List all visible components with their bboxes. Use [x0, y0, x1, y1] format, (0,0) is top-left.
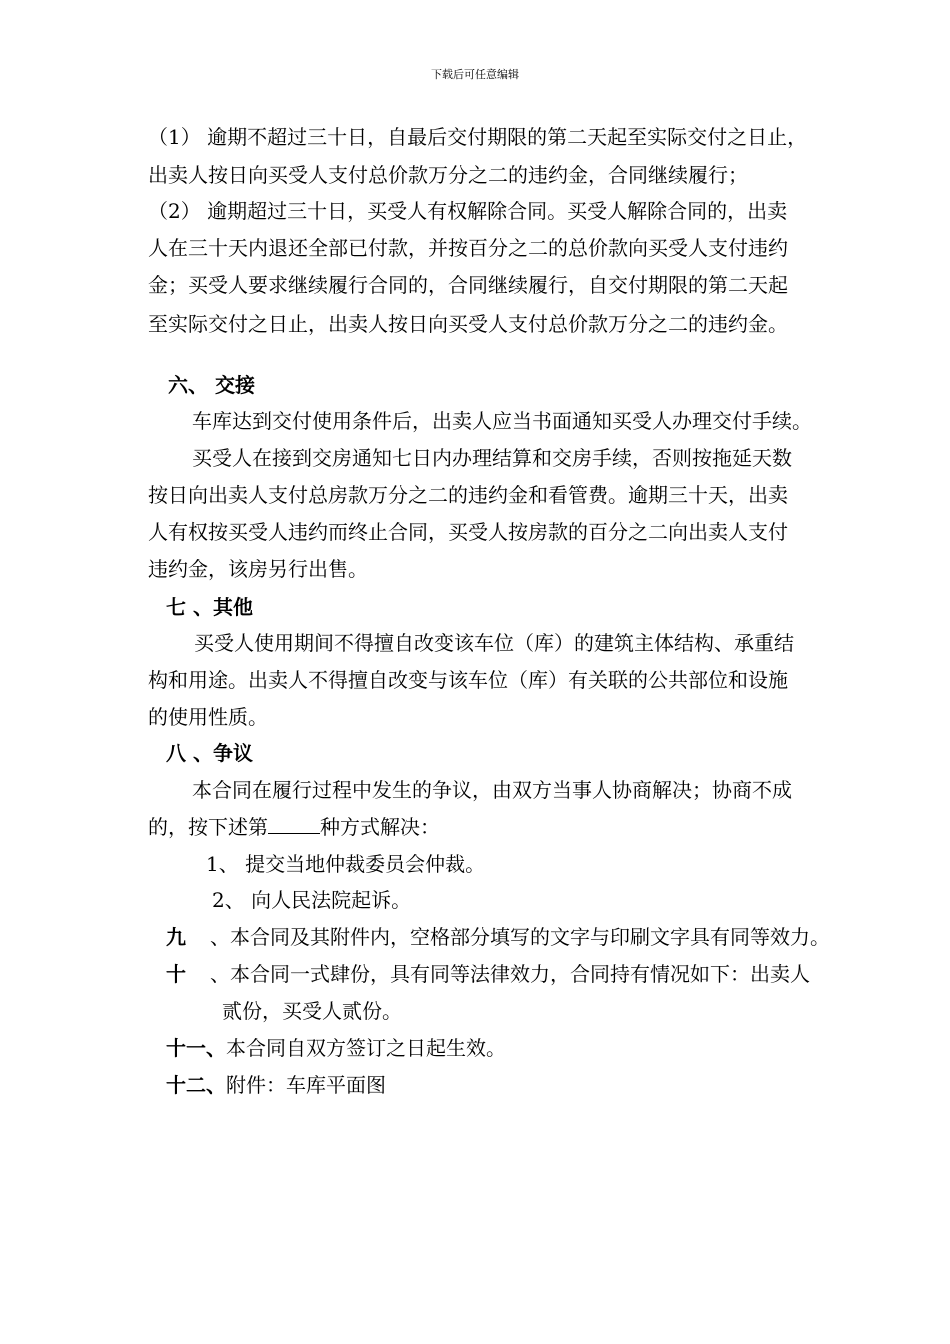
text-fragment: 种方式解决： [320, 815, 440, 839]
text-line: 贰份，买受人贰份。 [222, 999, 402, 1023]
clause-number: 十一、 [166, 1036, 226, 1060]
text-line: （2） 逾期超过三十日，买受人有权解除合同。买受人解除合同的，出卖 [148, 199, 788, 223]
clause-twelve [166, 1072, 386, 1098]
list-item: 2、 向人民法院起诉。 [212, 888, 412, 912]
clause-text: 、本合同一式肆份，具有同等法律效力，合同持有情况如下：出卖人 [210, 962, 810, 986]
text-fragment: 的，按下述第 [148, 815, 268, 839]
text-line: 构和用途。出卖人不得擅自改变与该车位（库）有关联的公共部位和设施 [148, 668, 788, 692]
text-line: 出卖人按日向买受人支付总价款万分之二的违约金，合同继续履行； [148, 163, 748, 187]
clause-ten [166, 961, 810, 987]
clause-number: 十 [166, 962, 186, 986]
page-header: 下载后可任意编辑 [431, 68, 519, 81]
text-line: 的使用性质。 [148, 705, 268, 729]
clause-text: 本合同自双方签订之日起生效。 [226, 1036, 506, 1060]
clause-eleven [166, 1035, 506, 1061]
text-line: 至实际交付之日止，出卖人按日向买受人支付总价款万分之二的违约金。 [148, 312, 788, 336]
text-line-with-blank [148, 814, 440, 840]
text-line: 买受人使用期间不得擅自改变该车位（库）的建筑主体结构、承重结 [194, 631, 794, 655]
clause-number: 九 [166, 925, 186, 949]
clause-nine [166, 924, 830, 950]
section-heading-other: 七 、其他 [166, 595, 253, 619]
clause-number: 十二、 [166, 1073, 226, 1097]
fill-in-blank[interactable] [268, 815, 320, 834]
text-line: 违约金，该房另行出售。 [148, 557, 368, 581]
text-line: 买受人在接到交房通知七日内办理结算和交房手续，否则按拖延天数 [192, 446, 792, 470]
text-line: 按日向出卖人支付总房款万分之二的违约金和看管费。逾期三十天，出卖 [148, 483, 788, 507]
text-line: （1） 逾期不超过三十日，自最后交付期限的第二天起至实际交付之日止， [148, 125, 808, 149]
text-line: 本合同在履行过程中发生的争议，由双方当事人协商解决；协商不成 [192, 778, 792, 802]
text-line: 人在三十天内退还全部已付款，并按百分之二的总价款向买受人支付违约 [148, 236, 788, 260]
text-line: 金；买受人要求继续履行合同的，合同继续履行，自交付期限的第二天起 [148, 273, 788, 297]
list-item: 1、 提交当地仲裁委员会仲裁。 [206, 852, 486, 876]
text-line: 人有权按买受人违约而终止合同，买受人按房款的百分之二向出卖人支付 [148, 520, 788, 544]
clause-text: 、本合同及其附件内，空格部分填写的文字与印刷文字具有同等效力。 [210, 925, 830, 949]
section-heading-dispute: 八 、争议 [166, 741, 253, 765]
section-heading-handover: 六、 交接 [168, 373, 255, 397]
text-line: 车库达到交付使用条件后，出卖人应当书面通知买受人办理交付手续。 [192, 409, 812, 433]
clause-text: 附件：车库平面图 [226, 1073, 386, 1097]
